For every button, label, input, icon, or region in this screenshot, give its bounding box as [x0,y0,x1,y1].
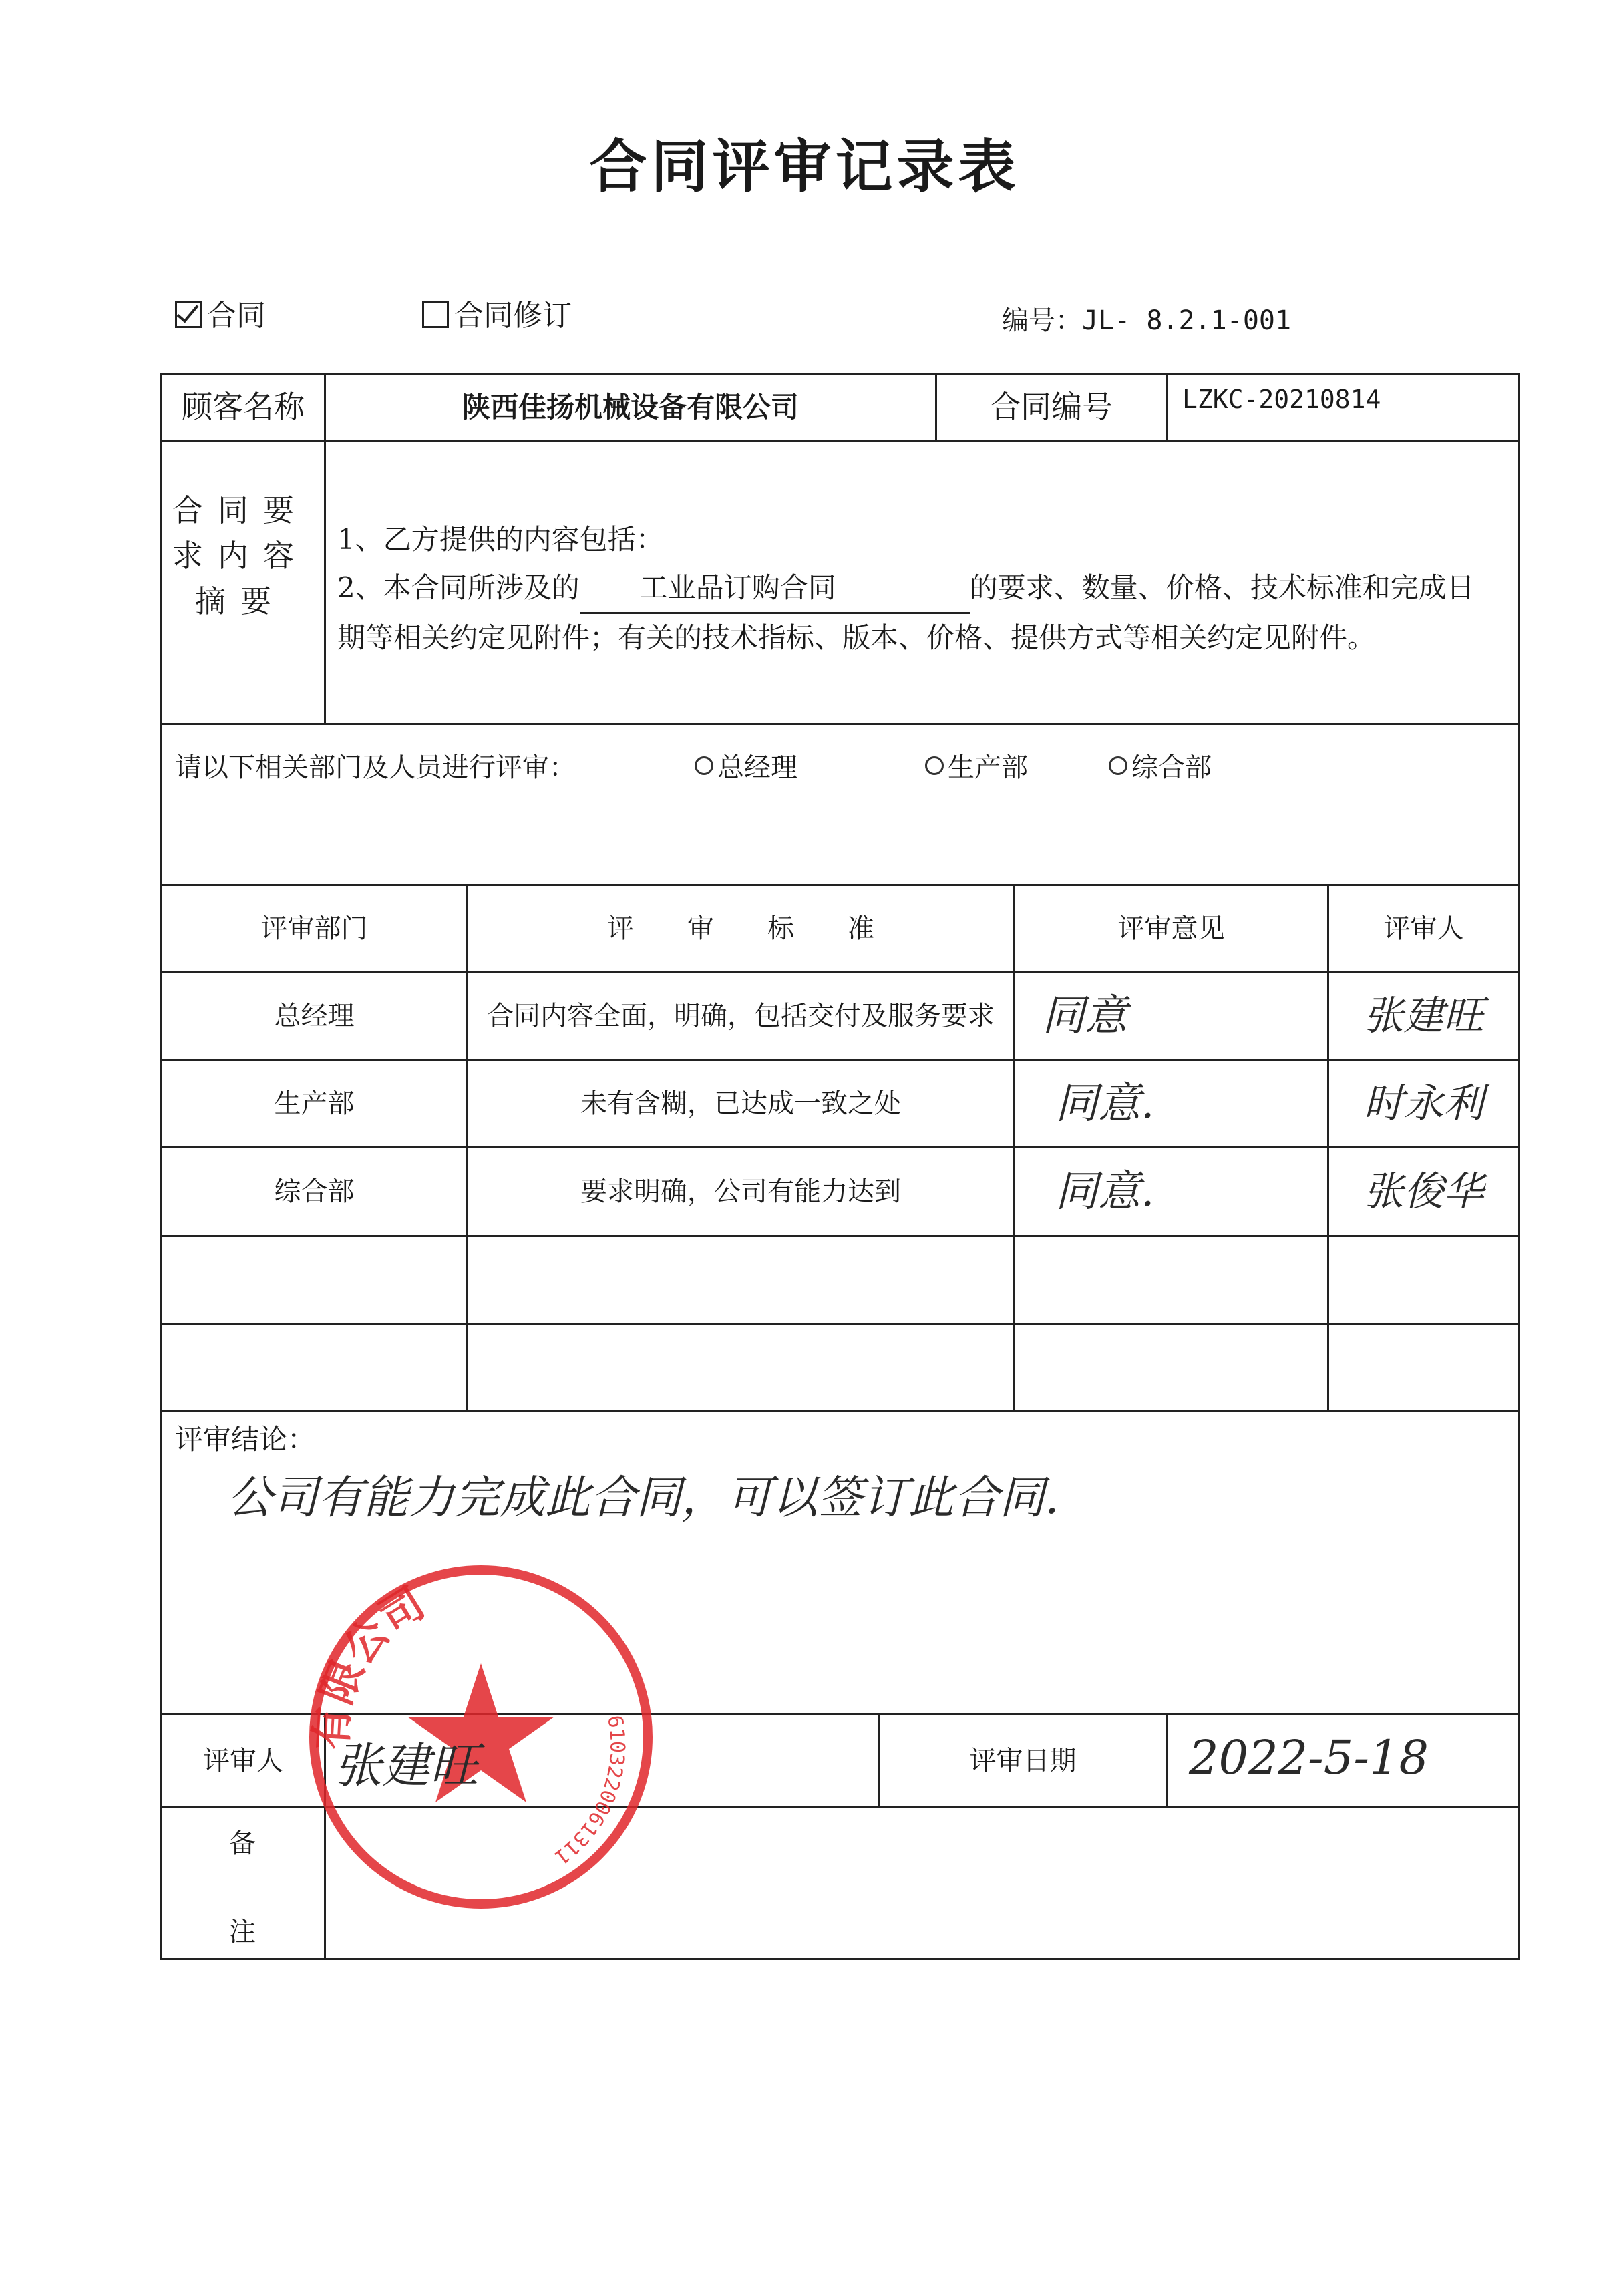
svg-text:6103220061311 [550,1713,629,1868]
table-row-reviewer: 张俊华 [1363,1168,1484,1215]
requirement-line-1: 1、乙方提供的内容包括： [337,523,664,556]
svg-text:有限公司 [307,1579,433,1751]
contract-number-label: 合同编号 [990,389,1113,425]
table-row-reviewer: 张建旺 [1363,992,1484,1039]
page-title: 合同评审记录表 [589,133,1020,200]
conclusion-label: 评审结论： [175,1423,316,1456]
option-revision[interactable] [422,291,572,334]
table-row-standard: 要求明确，公司有能力达到 [580,1176,901,1207]
table-row-opinion: 同意 [1042,991,1127,1041]
checkbox-empty-icon[interactable] [422,301,449,328]
requirement-line-3: 期等相关约定见附件；有关的技术指标、版本、价格、提供方式等相关约定见附件。 [337,621,1376,654]
requirements-text [337,516,1513,662]
dept-option-general-affairs[interactable] [1109,746,1212,784]
table-row-opinion: 同意. [1055,1166,1155,1216]
customer-label: 顾客名称 [182,389,305,425]
option-contract-label: 合同 [207,299,266,333]
table-row-dept: 综合部 [274,1176,355,1207]
option-revision-label: 合同修订 [454,299,572,333]
contract-name: 工业品订购合同 [580,564,970,614]
reviewer-label: 评审人 [203,1745,283,1776]
dept-option-label: 综合部 [1131,752,1212,783]
table-row-standard: 合同内容全面，明确，包括交付及服务要求 [487,1000,995,1031]
requirement-line-2 [337,564,1513,614]
review-date-label: 评审日期 [969,1745,1077,1776]
seal-text: 有限公司 [307,1578,434,1751]
review-date-value: 2022-5-18 [1189,1730,1429,1785]
table-row-dept: 生产部 [274,1088,355,1119]
circle-icon [695,756,713,775]
table-header-reviewer: 评审人 [1383,913,1464,944]
table-header-opinion: 评审意见 [1117,913,1225,944]
review-request-text: 请以下相关部门及人员进行评审： [175,752,576,783]
customer-name: 陕西佳扬机械设备有限公司 [462,391,799,424]
table-row-dept: 总经理 [274,1000,355,1031]
reviewer-signature: 张建旺 [334,1738,479,1794]
seal-number: 6103220061311 [550,1713,629,1869]
option-contract[interactable] [175,291,266,334]
requirement-line-2-prefix: 2、本合同所涉及的 [337,571,580,604]
requirements-label: 合同要求内容摘要 [172,492,309,619]
table-header-standard: 评 审 标 准 [607,913,874,944]
remarks-label-top: 备 [229,1828,256,1859]
dept-option-label: 总经理 [717,752,797,783]
conclusion-text: 公司有能力完成此合同，可以签订此合同. [227,1472,1059,1524]
circle-icon [925,756,944,775]
table-header-dept: 评审部门 [260,913,368,944]
dept-option-general-manager[interactable] [695,746,797,784]
table-row-standard: 未有含糊，已达成一致之处 [580,1088,901,1119]
remarks-label-bottom: 注 [229,1917,256,1947]
doc-number: 编号：JL- 8.2.1-001 [1002,305,1292,336]
contract-number-value: LZKC-20210814 [1182,385,1381,414]
table-row-reviewer: 时永利 [1363,1080,1484,1127]
dept-option-label: 生产部 [948,752,1028,783]
dept-option-production[interactable] [925,746,1028,784]
table-row-opinion: 同意. [1055,1079,1155,1128]
circle-icon [1109,756,1127,775]
requirement-line-2-suffix: 的要求、数量、价格、技术标准和完成日 [969,571,1475,604]
checkbox-checked-icon[interactable] [175,301,202,328]
